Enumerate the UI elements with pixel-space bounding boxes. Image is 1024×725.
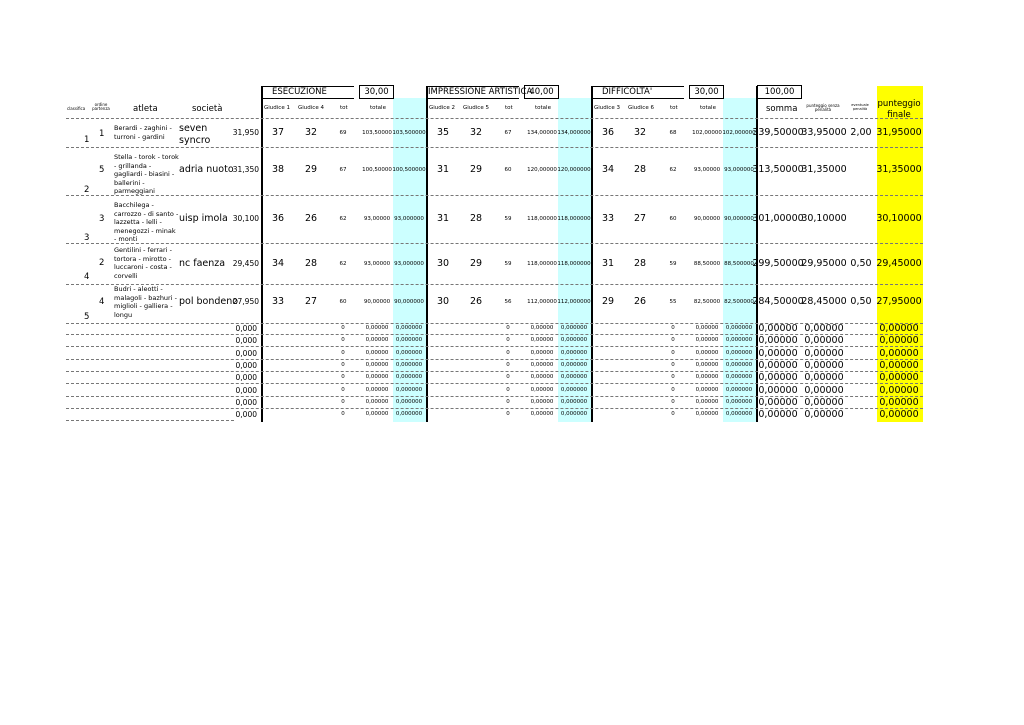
punteggio-cell: 27,950 [232,297,259,306]
tot1-cell: 67 [339,167,347,173]
empty-totale-cyan-cell: 0,000000 [395,325,423,331]
empty-tot-cell: 0 [341,398,345,405]
tot3-cell: 62 [669,167,677,173]
empty-tot-cell: 0 [506,398,510,405]
empty-tot-cell: 0 [506,411,510,418]
col-giudice3: Giudice 3 [594,105,620,111]
empty-totale-cell: 0,00000 [530,349,554,356]
penalita-cell: 0,50 [850,258,872,269]
societa-cell: uisp imola [179,213,228,224]
empty-senza-cell: 0,00000 [804,347,844,359]
somma-cell: 299,50000 [752,258,804,269]
empty-finale-cell: 0,00000 [879,384,919,396]
empty-somma-cell: 0,00000 [758,372,798,384]
giudice1-score: 37 [271,127,285,138]
empty-totale-cyan-cell: 0,000000 [725,349,753,356]
empty-totale-cell: 0,00000 [365,411,389,418]
totale2-cyan-cell: 120,000000 [557,167,591,173]
giudice2-score: 35 [436,127,450,138]
empty-totale-cyan-cell: 0,000000 [560,349,588,356]
col-giudice6: Giudice 6 [628,105,654,111]
totale1-cyan-cell: 90,000000 [394,299,424,305]
impressione-weight-box: 40,00 [524,85,559,99]
empty-finale-cell: 0,00000 [879,347,919,359]
empty-tot-cell: 0 [506,325,510,331]
giudice3-score: 36 [601,127,615,138]
empty-tot-cell: 0 [671,337,675,344]
col-giudice5: Giudice 5 [463,105,489,111]
empty-somma-cell: 0,00000 [758,359,798,371]
empty-totale-cyan-cell: 0,000000 [725,361,753,368]
col-atleta: atleta [133,104,158,114]
ordine-cell: 2 [99,258,105,268]
empty-finale-cell: 0,00000 [879,359,919,371]
empty-tot-cell: 0 [506,349,510,356]
giudice1-score: 33 [271,296,285,307]
penalita-cell: 0,50 [850,296,872,307]
classifica-cell: 2 [84,185,90,195]
col-tot1: tot [340,105,348,111]
totale2-cell: 112,00000 [527,299,557,305]
empty-totale-cyan-cell: 0,000000 [560,325,588,331]
empty-tot-cell: 0 [341,361,345,368]
totale2-cell: 118,00000 [527,216,557,222]
punteggio-finale-cell: 30,10000 [876,213,922,224]
senza-penalita-cell: 33,95000 [801,127,847,138]
ordine-cell: 4 [99,297,105,307]
col-penalita: eventuale penalità [851,103,869,111]
col-ordine-partenza: ordine partenza [92,102,110,111]
totale3-cell: 90,00000 [693,216,721,222]
classifica-cell: 5 [84,312,90,322]
giudice6-score: 28 [633,258,647,269]
col-tot3: tot [670,105,678,111]
totale2-cyan-cell: 118,000000 [557,261,591,267]
punteggio-cell: 31,350 [232,165,259,174]
empty-totale-cell: 0,00000 [365,349,389,356]
totale2-cell: 134,00000 [527,130,557,136]
totale1-cyan-cell: 100,500000 [392,167,426,173]
col-senza-penalita: punteggio senza penalità [806,103,840,112]
section-header-difficolta: DIFFICOLTA' [592,86,684,99]
giudice3-score: 33 [601,213,615,224]
total-weight-box: 100,00 [757,85,802,99]
empty-totale-cyan-cell: 0,000000 [560,386,588,393]
totale2-cyan-cell: 134,000000 [557,130,591,136]
totale2-cell: 120,00000 [527,167,557,173]
giudice4-score: 32 [304,127,318,138]
empty-totale-cyan-cell: 0,000000 [725,411,753,418]
empty-totale-cyan-cell: 0,000000 [560,398,588,405]
empty-totale-cell: 0,00000 [695,374,719,381]
totale3-cyan-cell: 102,000000 [722,130,756,136]
totale1-cyan-cell: 93,000000 [394,216,424,222]
punteggio-finale-cell: 27,95000 [876,296,922,307]
tot2-cell: 60 [504,167,512,173]
empty-somma-cell: 0,00000 [758,384,798,396]
empty-senza-cell: 0,00000 [804,396,844,408]
empty-tot-cell: 0 [506,374,510,381]
totale2-cyan-cell: 118,000000 [557,216,591,222]
col-giudice4: Giudice 4 [298,105,324,111]
totale1-cyan-cell: 103,500000 [392,130,426,136]
empty-punteggio-cell: 0,000 [235,410,257,420]
empty-totale-cell: 0,00000 [695,386,719,393]
atleta-cell: Gentilini - ferrari - tortora - mirotto - luccaroni - costa - corvelli [114,246,172,280]
col-totale1: totale [370,105,386,111]
giudice3-score: 29 [601,296,615,307]
empty-senza-cell: 0,00000 [804,335,844,347]
empty-tot-cell: 0 [671,374,675,381]
atleta-cell: Stella - torok - torok - grillanda - gagliardi - biasini - ballerini - parmeggiani [114,153,179,195]
giudice3-score: 31 [601,258,615,269]
totale1-cell: 93,00000 [363,261,391,267]
empty-totale-cell: 0,00000 [365,325,389,331]
senza-penalita-cell: 30,10000 [801,213,847,224]
empty-totale-cyan-cell: 0,000000 [560,374,588,381]
col-giudice2: Giudice 2 [429,105,455,111]
empty-senza-cell: 0,00000 [804,323,844,334]
senza-penalita-cell: 28,45000 [801,296,847,307]
empty-tot-cell: 0 [671,411,675,418]
empty-totale-cyan-cell: 0,000000 [725,374,753,381]
societa-cell: seven syncro [179,123,211,146]
empty-totale-cyan-cell: 0,000000 [395,361,423,368]
tot1-cell: 62 [339,261,347,267]
empty-totale-cell: 0,00000 [530,386,554,393]
giudice6-score: 26 [633,296,647,307]
empty-finale-cell: 0,00000 [879,372,919,384]
punteggio-cell: 29,450 [232,259,259,268]
giudice5-score: 32 [469,127,483,138]
totale3-cyan-cell: 88,500000 [724,261,754,267]
empty-totale-cell: 0,00000 [365,337,389,344]
empty-punteggio-cell: 0,000 [235,385,257,395]
empty-totale-cell: 0,00000 [365,374,389,381]
giudice1-score: 34 [271,258,285,269]
empty-totale-cell: 0,00000 [530,325,554,331]
totale3-cell: 88,50000 [693,261,721,267]
section-header-impressione: IMPRESSIONE ARTISTICA [428,87,533,97]
empty-senza-cell: 0,00000 [804,359,844,371]
giudice6-score: 27 [633,213,647,224]
empty-tot-cell: 0 [341,349,345,356]
giudice5-score: 29 [469,164,483,175]
empty-somma-cell: 0,00000 [758,409,798,421]
giudice4-score: 29 [304,164,318,175]
empty-tot-cell: 0 [506,337,510,344]
societa-cell: adria nuoto [179,164,234,175]
giudice5-score: 28 [469,213,483,224]
totale3-cell: 82,50000 [693,299,721,305]
empty-totale-cyan-cell: 0,000000 [560,337,588,344]
empty-tot-cell: 0 [341,386,345,393]
totale1-cyan-cell: 93,000000 [394,261,424,267]
empty-tot-cell: 0 [671,398,675,405]
empty-totale-cyan-cell: 0,000000 [395,398,423,405]
punteggio-finale-cell: 29,45000 [876,258,922,269]
senza-penalita-cell: 29,95000 [801,258,847,269]
tot3-cell: 60 [669,216,677,222]
empty-tot-cell: 0 [341,411,345,418]
totale3-cell: 93,00000 [693,167,721,173]
empty-totale-cell: 0,00000 [695,411,719,418]
col-totale2: totale [535,105,551,111]
tot1-cell: 62 [339,216,347,222]
empty-totale-cell: 0,00000 [695,349,719,356]
row-separator [66,195,923,196]
empty-totale-cell: 0,00000 [365,386,389,393]
giudice6-score: 32 [633,127,647,138]
empty-totale-cell: 0,00000 [695,337,719,344]
societa-cell: pol bondeno [179,296,239,307]
empty-totale-cyan-cell: 0,000000 [560,411,588,418]
giudice2-score: 31 [436,213,450,224]
tot2-cell: 59 [504,216,512,222]
row-separator [66,147,923,148]
giudice5-score: 29 [469,258,483,269]
giudice4-score: 28 [304,258,318,269]
classifica-cell: 4 [84,272,90,282]
col-totale3: totale [700,105,716,111]
empty-totale-cyan-cell: 0,000000 [395,337,423,344]
row-separator [66,284,923,285]
tot2-cell: 56 [504,299,512,305]
col-punteggio-finale: punteggio finale [877,99,921,120]
empty-totale-cell: 0,00000 [530,411,554,418]
ordine-cell: 3 [99,214,105,224]
somma-cell: 339,50000 [752,127,804,138]
totale2-cyan-cell: 112,000000 [557,299,591,305]
empty-totale-cyan-cell: 0,000000 [395,411,423,418]
empty-punteggio-cell: 0,000 [235,336,257,346]
tot3-cell: 59 [669,261,677,267]
row-separator [66,243,923,244]
giudice3-score: 34 [601,164,615,175]
atleta-cell: Bacchilega - carrozzo - di santo - lazzetta - lelli - menegozzi - minak - monti [114,201,179,243]
col-giudice1: Giudice 1 [264,105,290,111]
totale3-cyan-cell: 90,000000 [724,216,754,222]
empty-tot-cell: 0 [506,386,510,393]
totale2-cell: 118,00000 [527,261,557,267]
empty-totale-cyan-cell: 0,000000 [395,374,423,381]
section-header-esecuzione: ESECUZIONE [262,86,354,99]
empty-punteggio-cell: 0,000 [235,324,257,333]
col-classifica: classifica [67,106,86,111]
empty-punteggio-cell: 0,000 [235,373,257,383]
empty-totale-cyan-cell: 0,000000 [395,386,423,393]
empty-tot-cell: 0 [671,361,675,368]
empty-totale-cyan-cell: 0,000000 [725,386,753,393]
somma-cell: 284,50000 [752,296,804,307]
empty-totale-cell: 0,00000 [530,361,554,368]
empty-tot-cell: 0 [341,374,345,381]
empty-senza-cell: 0,00000 [804,384,844,396]
atleta-cell: Berardi - zaghini - turroni - gardini [114,124,172,141]
empty-senza-cell: 0,00000 [804,409,844,421]
empty-totale-cell: 0,00000 [365,398,389,405]
empty-finale-cell: 0,00000 [879,409,919,421]
empty-tot-cell: 0 [671,349,675,356]
empty-tot-cell: 0 [671,325,675,331]
row-separator [66,118,923,119]
empty-finale-cell: 0,00000 [879,335,919,347]
giudice2-score: 30 [436,258,450,269]
empty-totale-cyan-cell: 0,000000 [725,337,753,344]
punteggio-cell: 31,950 [232,128,259,137]
tot2-cell: 67 [504,130,512,136]
empty-tot-cell: 0 [506,361,510,368]
empty-tot-cell: 0 [341,337,345,344]
empty-totale-cyan-cell: 0,000000 [560,361,588,368]
totale1-cell: 90,00000 [363,299,391,305]
totale1-cell: 100,50000 [362,167,392,173]
empty-finale-cell: 0,00000 [879,323,919,334]
empty-punteggio-cell: 0,000 [235,397,257,407]
giudice1-score: 38 [271,164,285,175]
empty-finale-cell: 0,00000 [879,396,919,408]
giudice6-score: 28 [633,164,647,175]
col-somma: somma [766,104,798,114]
col-societa: società [192,104,223,114]
tot3-cell: 55 [669,299,677,305]
empty-totale-cell: 0,00000 [695,398,719,405]
tot1-cell: 60 [339,299,347,305]
empty-punteggio-cell: 0,000 [235,360,257,370]
somma-cell: 313,50000 [752,164,804,175]
empty-tot-cell: 0 [341,325,345,331]
penalita-cell: 2,00 [850,127,872,138]
giudice1-score: 36 [271,213,285,224]
classifica-cell: 3 [84,233,90,243]
totale3-cyan-cell: 93,000000 [724,167,754,173]
ordine-cell: 1 [99,129,105,139]
totale1-cell: 103,50000 [362,130,392,136]
empty-totale-cell: 0,00000 [530,337,554,344]
empty-somma-cell: 0,00000 [758,335,798,347]
punteggio-cell: 30,100 [232,214,259,223]
empty-totale-cell: 0,00000 [695,325,719,331]
empty-totale-cyan-cell: 0,000000 [725,398,753,405]
societa-cell: nc faenza [179,258,226,269]
empty-punteggio-cell: 0,000 [235,348,257,358]
giudice2-score: 31 [436,164,450,175]
tot1-cell: 69 [339,130,347,136]
empty-senza-cell: 0,00000 [804,372,844,384]
giudice2-score: 30 [436,296,450,307]
col-tot2: tot [505,105,513,111]
row-separator [66,420,234,421]
giudice4-score: 26 [304,213,318,224]
empty-totale-cyan-cell: 0,000000 [725,325,753,331]
empty-totale-cell: 0,00000 [530,398,554,405]
difficolta-weight-box: 30,00 [689,85,724,99]
empty-tot-cell: 0 [671,386,675,393]
classifica-cell: 1 [84,135,90,145]
empty-totale-cell: 0,00000 [530,374,554,381]
empty-totale-cyan-cell: 0,000000 [395,349,423,356]
esecuzione-weight-box: 30,00 [359,85,394,99]
totale1-cell: 93,00000 [363,216,391,222]
senza-penalita-cell: 31,35000 [801,164,847,175]
empty-somma-cell: 0,00000 [758,396,798,408]
tot2-cell: 59 [504,261,512,267]
empty-totale-cell: 0,00000 [695,361,719,368]
tot3-cell: 68 [669,130,677,136]
totale3-cyan-cell: 82,500000 [724,299,754,305]
empty-totale-cell: 0,00000 [365,361,389,368]
ordine-cell: 5 [99,165,105,175]
punteggio-finale-cell: 31,35000 [876,164,922,175]
totale3-cell: 102,00000 [692,130,722,136]
empty-somma-cell: 0,00000 [758,323,798,334]
punteggio-finale-cell: 31,95000 [876,127,922,138]
atleta-cell: Budri - aleotti - malagoli - bazhuri - miglioli - galliera - longu [114,285,177,319]
somma-cell: 301,00000 [752,213,804,224]
giudice4-score: 27 [304,296,318,307]
giudice5-score: 26 [469,296,483,307]
empty-somma-cell: 0,00000 [758,347,798,359]
